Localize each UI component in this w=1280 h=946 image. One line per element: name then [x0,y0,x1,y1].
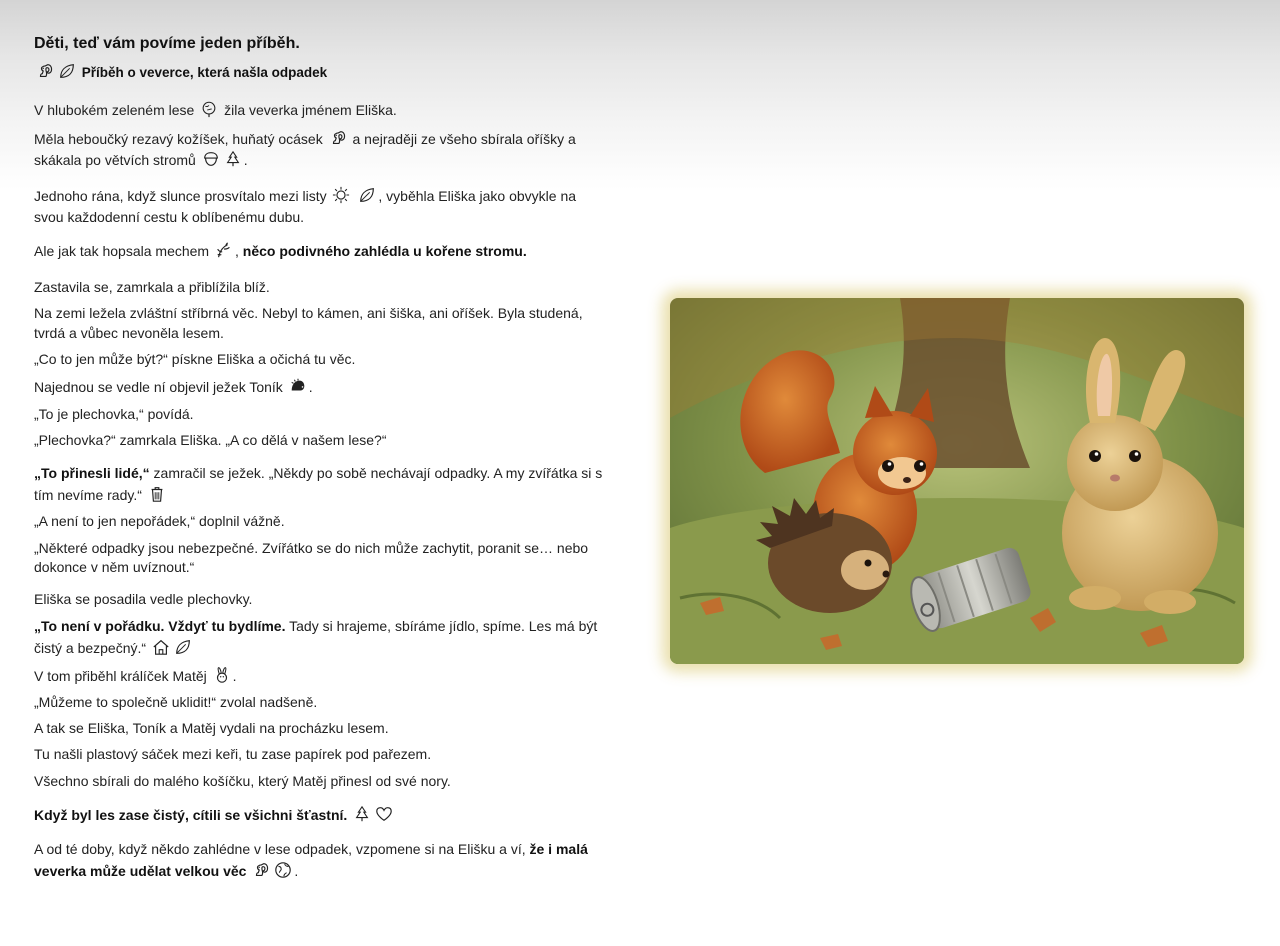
paragraph-line-12: „To je plechovka,“ povídá. [34,406,194,422]
acorn-icon [202,150,220,168]
paragraph-line-3: skákala po větvích stromů . [34,152,248,168]
sun-icon [332,186,350,204]
story-subheading-line [34,62,327,83]
moss-icon [215,241,233,259]
paragraph-line-20: „To není v pořádku. Vždyť tu bydlíme. Tady si hrajeme, sbíráme jídlo, spíme. Les má být [34,618,598,634]
paragraph-line-6: Ale jak tak hopsala mechem , něco podivného zahlédla u kořene stromu. [34,243,527,259]
leaf-icon [174,638,192,656]
trash-bin-icon [148,485,166,503]
paragraph-line-14: „To přinesli lidé,“ zamračil se ježek. „Někdy po sobě nechávají odpadky. A my zvířátka si s [34,465,603,481]
pine-tree-icon [353,805,371,823]
heart-icon [375,805,393,823]
paragraph-line-28: A od té doby, když někdo zahlédne v lese odpadek, vzpomene si na Elišku a ví, že i malá [34,841,588,857]
globe-icon [274,861,292,879]
squirrel-icon [252,861,270,879]
hedgehog-icon [289,377,307,395]
house-icon [152,638,170,656]
story-illustration [670,298,1244,664]
paragraph-line-5: svou každodenní cestu k oblíbenému dubu. [34,209,305,225]
paragraph-line-8: Na zemi ležela zvláštní stříbrná věc. Nebyl to kámen, ani šiška, ani oříšek. Byla studená, [34,305,583,321]
squirrel-icon [36,62,54,80]
leaf-icon [358,186,376,204]
paragraph-line-29: veverka může udělat velkou věc . [34,863,299,879]
paragraph-line-7: Zastavila se, zamrkala a přiblížila blíž. [34,279,270,295]
paragraph-line-13: „Plechovka?“ zamrkala Eliška. „A co dělá v našem lese?“ [34,432,387,448]
paragraph-line-23: „Můžeme to společně uklidit!“ zvolal nadšeně. [34,694,318,710]
paragraph-line-18: dokonce v něm uvíznout.“ [34,559,195,575]
story-subheading: Příběh o veverce, která našla odpadek [81,65,328,80]
paragraph-line-26: Všechno sbírali do malého košíčku, který Matěj přinesl od své nory. [34,773,451,789]
paragraph-line-22: V tom přiběhl králíček Matěj . [34,668,237,684]
paragraph-line-21: čistý a bezpečný.“ [34,638,194,659]
paragraph-line-4: Jednoho rána, když slunce prosvítalo mezi listy , vyběhla Eliška jako obvykle na [34,188,577,204]
paragraph-line-16: „A není to jen nepořádek,“ doplnil vážně. [34,513,285,529]
paragraph-line-24: A tak se Eliška, Toník a Matěj vydali na procházku lesem. [34,720,389,736]
paragraph-line-11: Najednou se vedle ní objevil ježek Toník . [34,379,313,395]
bunny-icon [213,666,231,684]
paragraph-line-2: Měla heboučký rezavý kožíšek, huňatý ocásek a nejraději ze všeho sbírala oříšky a [34,131,576,147]
squirrel-icon [329,129,347,147]
paragraph-line-1: V hlubokém zeleném lese žila veverka jménem Eliška. [34,102,397,118]
paragraph-line-17: „Některé odpadky jsou nebezpečné. Zvířátko se do nich může zachytit, poranit se… nebo [34,540,589,556]
story-heading: Děti, teď vám povíme jeden příběh. [34,35,300,52]
paragraph-line-19: Eliška se posadila vedle plechovky. [34,591,253,607]
leaf-icon [58,62,76,80]
paragraph-line-15: tím nevíme rady.“ [34,485,168,506]
paragraph-line-25: Tu našli plastový sáček mezi keři, tu zase papírek pod pařezem. [34,746,432,762]
paragraph-line-10: „Co to jen může být?“ pískne Eliška a očichá tu věc. [34,351,356,367]
paragraph-line-27: Když byl les zase čistý, cítili se všichni šťastní. [34,805,395,826]
pine-tree-icon [224,150,242,168]
tree-icon [200,100,218,118]
paragraph-line-9: tvrdá a vůbec nevoněla lesem. [34,325,224,341]
